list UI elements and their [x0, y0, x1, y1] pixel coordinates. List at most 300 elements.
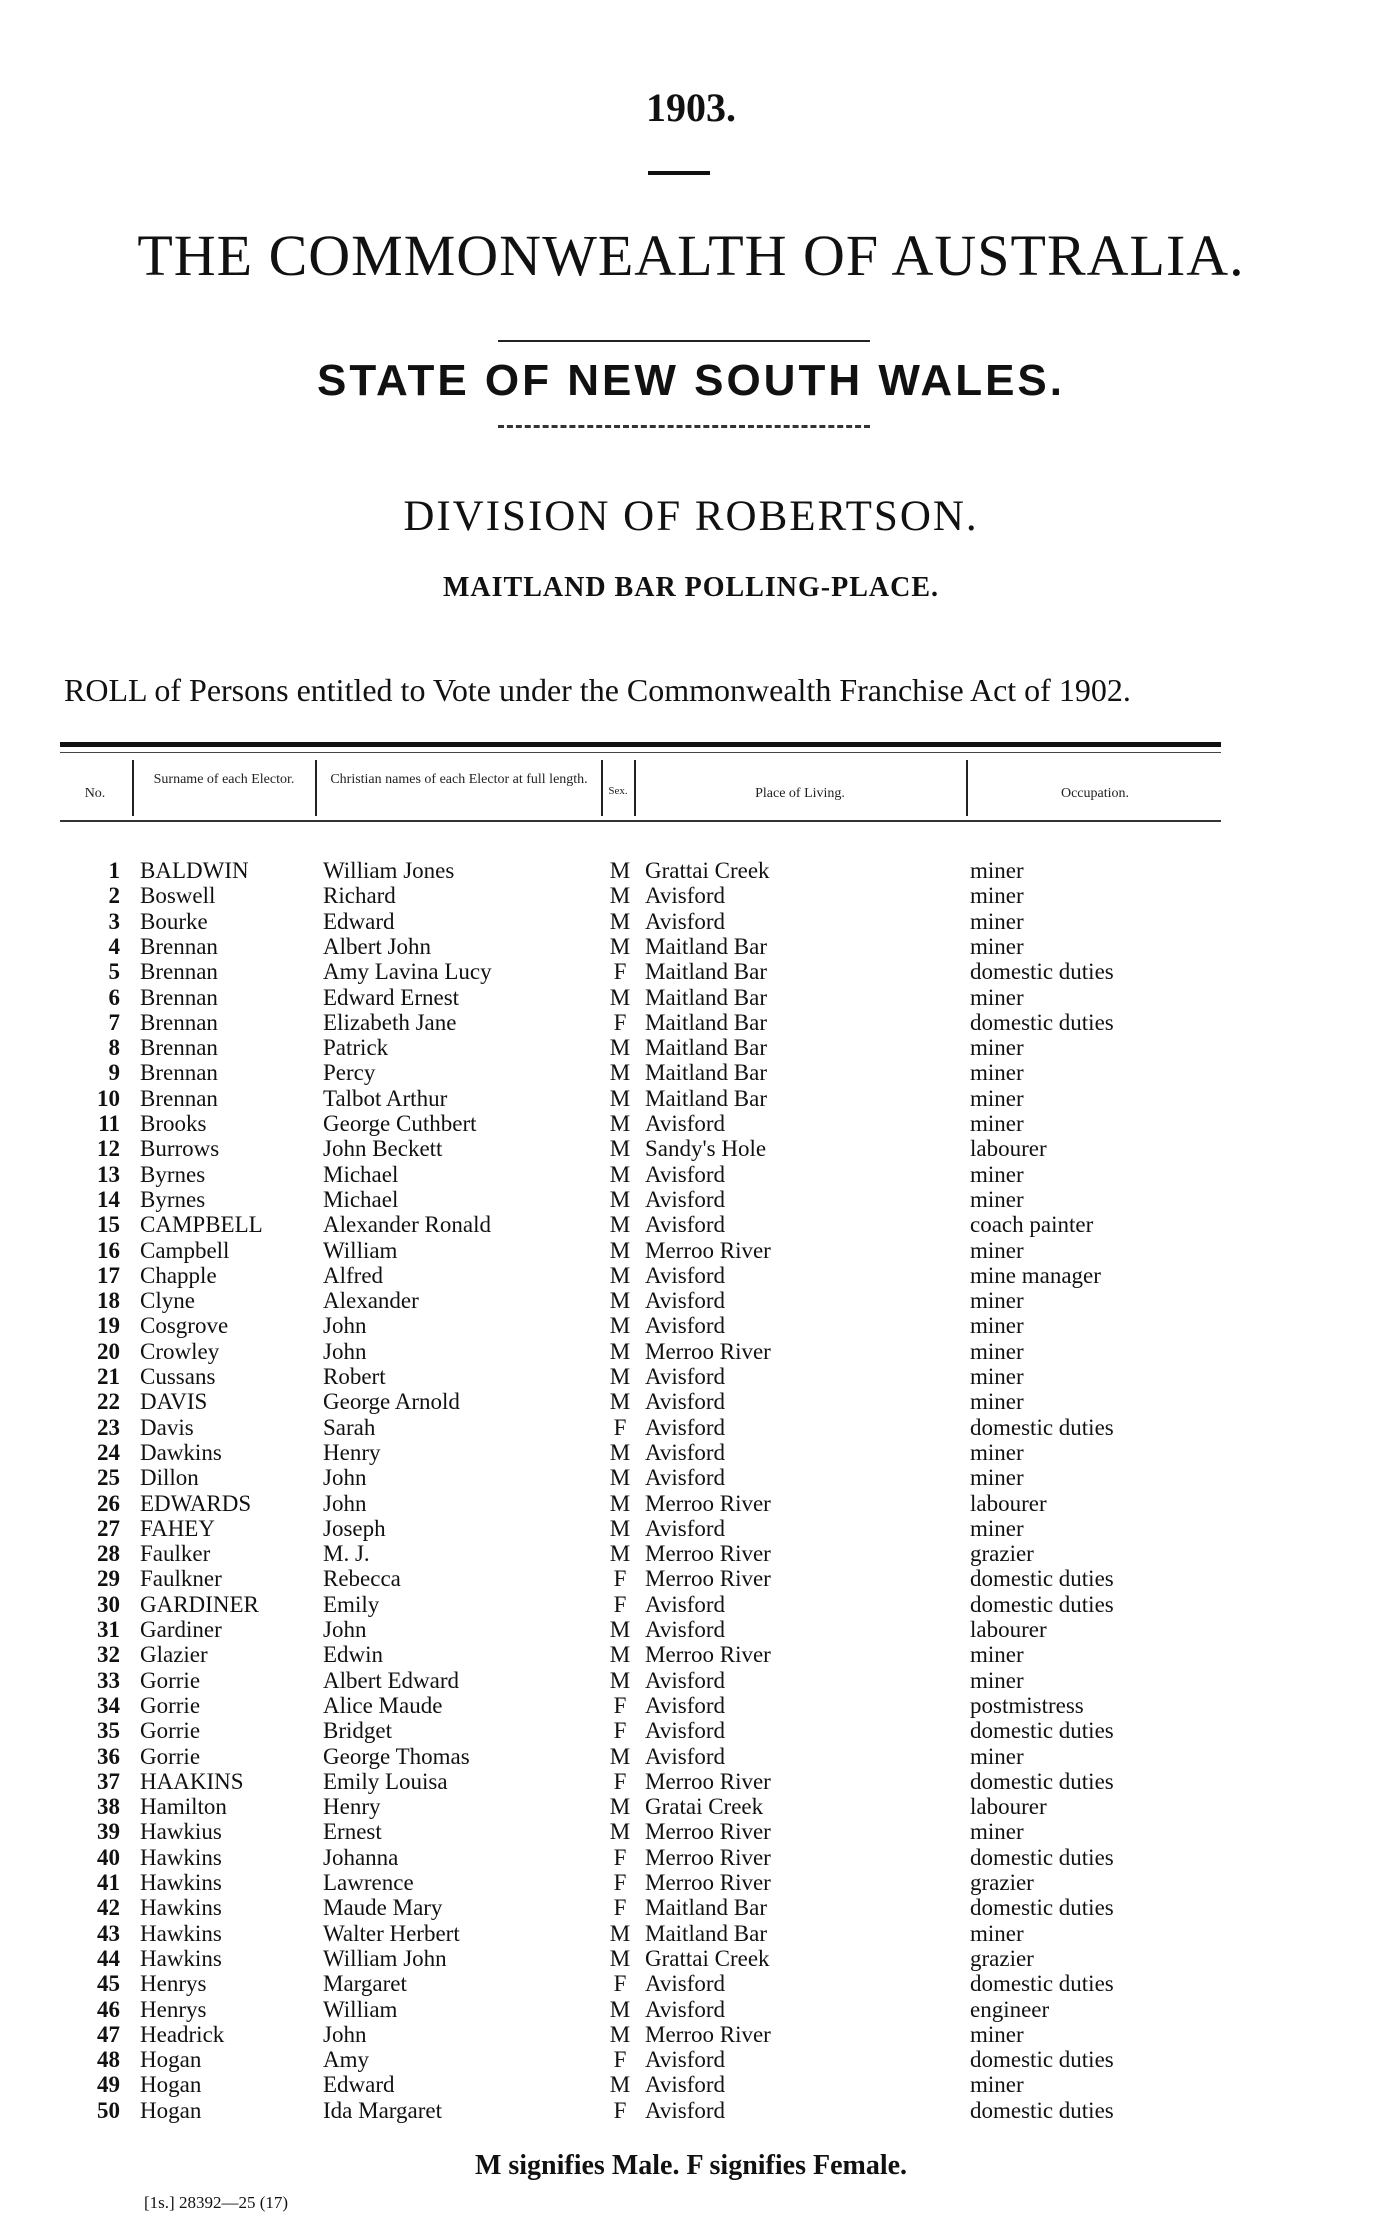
table-row — [0, 1744, 1382, 1769]
occupation: miner — [970, 1364, 1024, 1389]
occupation: domestic duties — [970, 1844, 1114, 1870]
sex: F — [613, 1870, 627, 1895]
surname: Brennan — [140, 1035, 218, 1061]
row-number: 39 — [97, 1819, 120, 1845]
place-of-living: Maitland Bar — [645, 1060, 767, 1086]
year-heading: 1903. — [646, 85, 736, 130]
christian-names: Sarah — [323, 1414, 376, 1440]
sex: F — [613, 2047, 627, 2073]
table-row — [0, 1516, 1382, 1541]
document-title: THE COMMONWEALTH OF AUSTRALIA. — [137, 223, 1245, 288]
row-number: 43 — [97, 1920, 120, 1946]
table-header-bottom-rule — [60, 820, 1221, 822]
christian-names: Michael — [323, 1161, 399, 1187]
table-row — [0, 1162, 1382, 1187]
place-of-living: Merroo River — [645, 1338, 771, 1364]
state-heading: STATE OF NEW SOUTH WALES. — [316, 356, 1066, 405]
occupation: miner — [970, 1667, 1024, 1693]
column-divider — [634, 760, 636, 816]
surname: Campbell — [140, 1237, 230, 1263]
table-row — [0, 1313, 1382, 1338]
sex: M — [609, 1819, 631, 1845]
christian-names: Amy — [323, 2047, 369, 2073]
christian-names: Lawrence — [323, 1870, 414, 1895]
place-of-living: Merroo River — [645, 1819, 771, 1845]
sex: M — [609, 1465, 631, 1491]
place-of-living: Grattai Creek — [645, 1945, 770, 1971]
row-number: 28 — [97, 1541, 120, 1567]
occupation: engineer — [970, 1996, 1050, 2022]
place-of-living: Avisford — [645, 2047, 726, 2073]
christian-names: George Arnold — [323, 1389, 460, 1415]
surname: Gardiner — [140, 1617, 222, 1642]
place-of-living: Avisford — [645, 1718, 726, 1744]
sex: M — [609, 1667, 631, 1693]
occupation: miner — [970, 908, 1024, 934]
place-of-living: Avisford — [645, 883, 726, 909]
surname: Hawkins — [140, 1945, 222, 1971]
occupation: miner — [970, 1111, 1024, 1136]
occupation: domestic duties — [970, 1718, 1114, 1744]
surname: CAMPBELL — [140, 1212, 263, 1238]
place-of-living: Maitland Bar — [645, 1895, 767, 1921]
table-row — [0, 2098, 1382, 2123]
christian-names: George Thomas — [323, 1743, 470, 1769]
row-number: 13 — [97, 1161, 120, 1187]
place-of-living: Avisford — [645, 1313, 726, 1339]
table-row — [0, 2072, 1382, 2097]
christian-names: Edwin — [323, 1642, 384, 1668]
place-of-living: Avisford — [645, 1591, 726, 1617]
roll-statement: ROLL of Persons entitled to Vote under the Commonwealth Franchise Act of 1902. — [64, 672, 1131, 708]
table-row — [0, 1921, 1382, 1946]
row-number: 37 — [97, 1768, 120, 1794]
occupation: miner — [970, 1288, 1024, 1314]
sex: M — [609, 1161, 631, 1187]
row-number: 29 — [97, 1566, 120, 1592]
christian-names: Ernest — [323, 1819, 382, 1845]
christian-names: Bridget — [323, 1718, 392, 1744]
occupation: miner — [970, 1920, 1024, 1946]
column-header-occupation: Occupation. — [1060, 786, 1130, 801]
row-number: 47 — [97, 2021, 120, 2047]
place-of-living: Gratai Creek — [645, 1794, 764, 1820]
place-of-living: Merroo River — [645, 1642, 771, 1668]
table-row — [0, 1440, 1382, 1465]
surname: Brennan — [140, 1009, 218, 1035]
table-row — [0, 1541, 1382, 1566]
table-top-thin-rule — [60, 752, 1221, 753]
table-row — [0, 1111, 1382, 1136]
place-of-living: Maitland Bar — [645, 1035, 767, 1061]
row-number: 11 — [98, 1111, 120, 1136]
surname: Boswell — [140, 883, 216, 909]
place-of-living: Avisford — [645, 1262, 726, 1288]
christian-names: Joseph — [323, 1515, 386, 1541]
christian-names: Edward Ernest — [323, 984, 460, 1010]
sex: M — [609, 883, 631, 909]
column-divider — [966, 760, 968, 816]
column-divider — [132, 760, 134, 816]
occupation: miner — [970, 1465, 1024, 1491]
place-of-living: Avisford — [645, 1617, 726, 1642]
table-row — [0, 1617, 1382, 1642]
place-of-living: Avisford — [645, 1465, 726, 1491]
surname: Byrnes — [140, 1161, 206, 1187]
occupation: miner — [970, 2072, 1024, 2098]
row-number: 22 — [97, 1389, 120, 1415]
sex: M — [609, 1996, 631, 2022]
place-of-living: Avisford — [645, 1692, 726, 1718]
sex: M — [609, 1111, 631, 1136]
table-row — [0, 1389, 1382, 1414]
table-row — [0, 2022, 1382, 2047]
occupation: miner — [970, 1060, 1024, 1086]
christian-names: William John — [323, 1945, 447, 1971]
surname: Byrnes — [140, 1186, 206, 1212]
occupation: miner — [970, 1338, 1024, 1364]
christian-names: Patrick — [323, 1035, 389, 1061]
column-divider — [601, 760, 603, 816]
christian-names: John — [323, 2021, 367, 2047]
occupation: labourer — [970, 1136, 1047, 1162]
place-of-living: Avisford — [645, 1743, 726, 1769]
table-row — [0, 1971, 1382, 1996]
place-of-living: Avisford — [645, 1111, 726, 1136]
place-of-living: Avisford — [645, 1667, 726, 1693]
surname: Brennan — [140, 933, 218, 959]
sex: F — [613, 1591, 627, 1617]
row-number: 30 — [97, 1591, 120, 1617]
state-divider — [498, 425, 870, 428]
occupation: domestic duties — [970, 1895, 1114, 1921]
sex: M — [609, 1338, 631, 1364]
place-of-living: Merroo River — [645, 1768, 771, 1794]
surname: Chapple — [140, 1262, 217, 1288]
place-of-living: Grattai Creek — [645, 858, 770, 883]
sex: M — [609, 1794, 631, 1820]
christian-names: William — [323, 1237, 398, 1263]
christian-names: George Cuthbert — [323, 1111, 477, 1136]
table-row — [0, 1288, 1382, 1313]
table-row — [0, 1870, 1382, 1895]
surname: Dillon — [140, 1465, 199, 1491]
column-header-surname: Surname of each Elector. — [153, 772, 295, 787]
occupation: labourer — [970, 1794, 1047, 1820]
table-row — [0, 1035, 1382, 1060]
surname: Hawkius — [140, 1819, 222, 1845]
occupation: domestic duties — [970, 1414, 1114, 1440]
sex: F — [613, 1844, 627, 1870]
sex: F — [613, 1971, 627, 1997]
occupation: coach painter — [970, 1212, 1094, 1238]
christian-names: John — [323, 1465, 367, 1491]
place-of-living: Avisford — [645, 1439, 726, 1465]
row-number: 3 — [108, 908, 120, 934]
surname: Faulker — [140, 1541, 211, 1567]
row-number: 16 — [97, 1237, 120, 1263]
table-row — [0, 1263, 1382, 1288]
christian-names: John — [323, 1617, 367, 1642]
row-number: 45 — [97, 1971, 120, 1997]
occupation: domestic duties — [970, 1591, 1114, 1617]
row-number: 27 — [97, 1515, 120, 1541]
table-row — [0, 2047, 1382, 2072]
christian-names: Emily Louisa — [323, 1768, 448, 1794]
sex: M — [609, 1212, 631, 1238]
place-of-living: Avisford — [645, 1515, 726, 1541]
table-row — [0, 959, 1382, 984]
sex: M — [609, 1085, 631, 1111]
occupation: miner — [970, 1085, 1024, 1111]
christian-names: Alice Maude — [323, 1692, 443, 1718]
surname: Gorrie — [140, 1743, 201, 1769]
place-of-living: Maitland Bar — [645, 984, 767, 1010]
table-row — [0, 1010, 1382, 1035]
occupation: labourer — [970, 1490, 1047, 1516]
place-of-living: Maitland Bar — [645, 1085, 767, 1111]
sex: M — [609, 933, 631, 959]
sex: M — [609, 1035, 631, 1061]
christian-names: William Jones — [323, 858, 455, 883]
sex: M — [609, 2072, 631, 2098]
place-of-living: Merroo River — [645, 1870, 771, 1895]
row-number: 36 — [97, 1743, 120, 1769]
place-of-living: Merroo River — [645, 1566, 771, 1592]
table-row — [0, 909, 1382, 934]
surname: Cosgrove — [140, 1313, 229, 1339]
sex: M — [609, 1617, 631, 1642]
printer-imprint: [1s.] 28392—25 (17) — [144, 2193, 289, 2212]
table-row — [0, 1794, 1382, 1819]
occupation: grazier — [970, 1541, 1034, 1567]
row-number: 2 — [108, 883, 120, 909]
column-divider — [315, 760, 317, 816]
row-number: 14 — [97, 1186, 120, 1212]
row-number: 19 — [97, 1313, 120, 1339]
surname: Henrys — [140, 1996, 207, 2022]
row-number: 42 — [97, 1895, 120, 1921]
occupation: miner — [970, 1389, 1024, 1415]
row-number: 49 — [97, 2072, 120, 2098]
occupation: domestic duties — [970, 1971, 1114, 1997]
sex: M — [609, 1389, 631, 1415]
table-row — [0, 1364, 1382, 1389]
christian-names: Henry — [323, 1794, 381, 1820]
table-row — [0, 1060, 1382, 1085]
place-of-living: Merroo River — [645, 1237, 771, 1263]
place-of-living: Maitland Bar — [645, 1920, 767, 1946]
christian-names: Alexander Ronald — [323, 1212, 491, 1238]
occupation: miner — [970, 1819, 1024, 1845]
sex: F — [613, 1692, 627, 1718]
table-row — [0, 1819, 1382, 1844]
occupation: miner — [970, 858, 1024, 883]
place-of-living: Avisford — [645, 1288, 726, 1314]
sex: M — [609, 1490, 631, 1516]
surname: Bourke — [140, 908, 208, 934]
row-number: 33 — [97, 1667, 120, 1693]
table-row — [0, 1465, 1382, 1490]
row-number: 9 — [108, 1060, 120, 1086]
occupation: domestic duties — [970, 2097, 1114, 2123]
christian-names: Robert — [323, 1364, 386, 1389]
sex-legend: M signifies Male. F signifies Female. — [474, 2150, 908, 2181]
surname: Faulkner — [140, 1566, 222, 1592]
place-of-living: Maitland Bar — [645, 1009, 767, 1035]
table-row — [0, 1566, 1382, 1591]
occupation: miner — [970, 1439, 1024, 1465]
surname: Brennan — [140, 984, 218, 1010]
row-number: 26 — [97, 1490, 120, 1516]
occupation: domestic duties — [970, 959, 1114, 985]
christian-names: John Beckett — [323, 1136, 443, 1162]
surname: Gorrie — [140, 1667, 201, 1693]
table-row — [0, 1339, 1382, 1364]
sex: F — [613, 2097, 627, 2123]
table-row — [0, 1415, 1382, 1440]
column-header-place: Place of Living. — [755, 786, 845, 801]
place-of-living: Avisford — [645, 908, 726, 934]
table-row — [0, 1845, 1382, 1870]
sex: M — [609, 1186, 631, 1212]
occupation: domestic duties — [970, 1768, 1114, 1794]
place-of-living: Avisford — [645, 1414, 726, 1440]
occupation: miner — [970, 1642, 1024, 1668]
division-heading: DIVISION OF ROBERTSON. — [403, 493, 979, 540]
sex: F — [613, 1718, 627, 1744]
row-number: 15 — [97, 1212, 120, 1238]
christian-names: Ida Margaret — [323, 2097, 442, 2123]
surname: Hawkins — [140, 1895, 222, 1921]
surname: Henrys — [140, 1971, 207, 1997]
surname: Crowley — [140, 1338, 220, 1364]
row-number: 5 — [108, 959, 120, 985]
christian-names: Percy — [323, 1060, 376, 1086]
christian-names: Johanna — [323, 1844, 399, 1870]
row-number: 23 — [97, 1414, 120, 1440]
surname: Brennan — [140, 959, 218, 985]
table-row — [0, 1491, 1382, 1516]
sex: M — [609, 858, 631, 883]
surname: Burrows — [140, 1136, 220, 1162]
row-number: 32 — [97, 1642, 120, 1668]
table-row — [0, 1136, 1382, 1161]
place-of-living: Merroo River — [645, 1541, 771, 1567]
place-of-living: Sandy's Hole — [645, 1136, 767, 1162]
sex: M — [609, 1642, 631, 1668]
short-divider — [648, 171, 710, 175]
sex: M — [609, 1920, 631, 1946]
surname: Hawkins — [140, 1870, 222, 1895]
table-top-rule — [60, 742, 1221, 747]
christian-names: John — [323, 1313, 367, 1339]
table-row — [0, 1238, 1382, 1263]
christian-names: Edward — [323, 2072, 395, 2098]
surname: Gorrie — [140, 1692, 201, 1718]
table-row — [0, 1769, 1382, 1794]
row-number: 25 — [97, 1465, 120, 1491]
table-row — [0, 1187, 1382, 1212]
surname: Davis — [140, 1414, 194, 1440]
occupation: miner — [970, 1313, 1024, 1339]
title-divider — [498, 340, 870, 342]
place-of-living: Maitland Bar — [645, 959, 767, 985]
sex: M — [609, 2021, 631, 2047]
occupation: miner — [970, 2021, 1024, 2047]
place-of-living: Merroo River — [645, 1490, 771, 1516]
table-row — [0, 1946, 1382, 1971]
christian-names: Edward — [323, 908, 395, 934]
surname: Hogan — [140, 2047, 202, 2073]
place-of-living: Avisford — [645, 1996, 726, 2022]
row-number: 44 — [97, 1945, 120, 1971]
place-of-living: Merroo River — [645, 1844, 771, 1870]
surname: BALDWIN — [140, 858, 249, 883]
occupation: miner — [970, 1515, 1024, 1541]
place-of-living: Avisford — [645, 1212, 726, 1238]
surname: GARDINER — [140, 1591, 259, 1617]
occupation: domestic duties — [970, 1566, 1114, 1592]
place-of-living: Avisford — [645, 1161, 726, 1187]
place-of-living: Avisford — [645, 1186, 726, 1212]
sex: M — [609, 1439, 631, 1465]
row-number: 1 — [108, 858, 120, 883]
occupation: domestic duties — [970, 2047, 1114, 2073]
occupation: miner — [970, 1743, 1024, 1769]
occupation: miner — [970, 1161, 1024, 1187]
table-row — [0, 1718, 1382, 1743]
christian-names: Talbot Arthur — [323, 1085, 448, 1111]
table-row — [0, 1086, 1382, 1111]
christian-names: Alfred — [323, 1262, 384, 1288]
sex: F — [613, 1768, 627, 1794]
place-of-living: Avisford — [645, 2072, 726, 2098]
sex: M — [609, 1288, 631, 1314]
christian-names: Albert Edward — [323, 1667, 460, 1693]
surname: Gorrie — [140, 1718, 201, 1744]
row-number: 18 — [97, 1288, 120, 1314]
row-number: 8 — [108, 1035, 120, 1061]
occupation: mine manager — [970, 1262, 1101, 1288]
sex: M — [609, 1743, 631, 1769]
row-number: 17 — [97, 1262, 120, 1288]
place-of-living: Merroo River — [645, 2021, 771, 2047]
column-header-no: No. — [84, 786, 106, 801]
row-number: 24 — [97, 1439, 120, 1465]
christian-names: M. J. — [323, 1541, 370, 1567]
row-number: 10 — [97, 1085, 120, 1111]
surname: Brennan — [140, 1060, 218, 1086]
sex: M — [609, 1060, 631, 1086]
row-number: 46 — [97, 1996, 120, 2022]
occupation: miner — [970, 1186, 1024, 1212]
surname: Headrick — [140, 2021, 225, 2047]
christian-names: Henry — [323, 1439, 381, 1465]
surname: Clyne — [140, 1288, 195, 1314]
row-number: 20 — [97, 1338, 120, 1364]
occupation: labourer — [970, 1617, 1047, 1642]
sex: F — [613, 1414, 627, 1440]
christian-names: Alexander — [323, 1288, 419, 1314]
table-row — [0, 1997, 1382, 2022]
sex: M — [609, 908, 631, 934]
christian-names: Walter Herbert — [323, 1920, 460, 1946]
place-of-living: Avisford — [645, 1971, 726, 1997]
surname: Hawkins — [140, 1920, 222, 1946]
sex: M — [609, 1945, 631, 1971]
sex: M — [609, 984, 631, 1010]
